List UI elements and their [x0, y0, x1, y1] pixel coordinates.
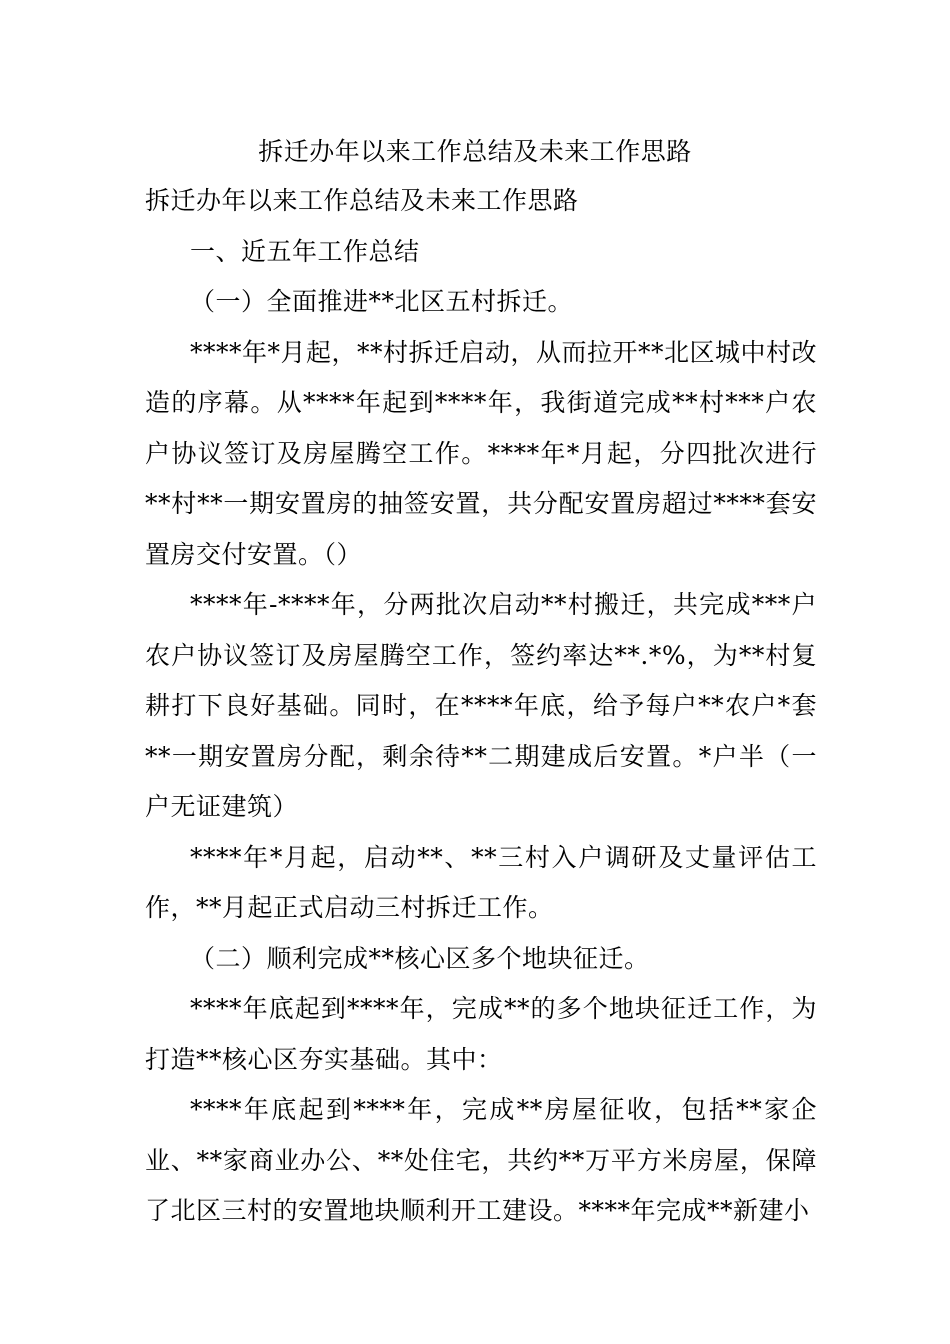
body-paragraph: ****年*月起，**村拆迁启动，从而拉开**北区城中村改造的序幕。从****年起到****年，我街道完成**村***户农户协议签订及房屋腾空工作。****年*月起，分四批次进行**村**一期安置房的抽签安置，共分配安置房超过****套安置房交付安置。（）: [145, 337, 818, 569]
body-paragraph: ****年*月起，启动**、**三村入户调研及丈量评估工作，**月起正式启动三村拆迁工作。: [145, 842, 817, 922]
subsection-heading: （一）全面推进**北区五村拆迁。: [190, 287, 574, 316]
body-paragraph: ****年底起到****年，完成**房屋征收，包括**家企业、**家商业办公、**处住宅，共约**万平方米房屋，保障了北区三村的安置地块顺利开工建设。****年完成**新建小: [145, 1095, 817, 1225]
document-body: [145, 176, 817, 1237]
body-paragraph: ****年-****年，分两批次启动**村搬迁，共完成***户农户协议签订及房屋腾空工作，签约率达**.*%，为**村复耕打下良好基础。同时，在****年底，给予每户**农户*套**一期安置房分配，剩余待**二期建成后安置。*户半（一户无证建筑）: [145, 590, 817, 821]
subsection-heading: （二）顺利完成**核心区多个地块征迁。: [190, 943, 650, 973]
document-title: 拆迁办年以来工作总结及未来工作思路: [258, 137, 692, 166]
body-paragraph: ****年底起到****年，完成**的多个地块征迁工作，为打造**核心区夯实基础。其中：: [145, 994, 817, 1074]
subtitle-paragraph: 拆迁办年以来工作总结及未来工作思路: [145, 186, 579, 215]
section-heading: 一、近五年工作总结: [190, 236, 420, 266]
